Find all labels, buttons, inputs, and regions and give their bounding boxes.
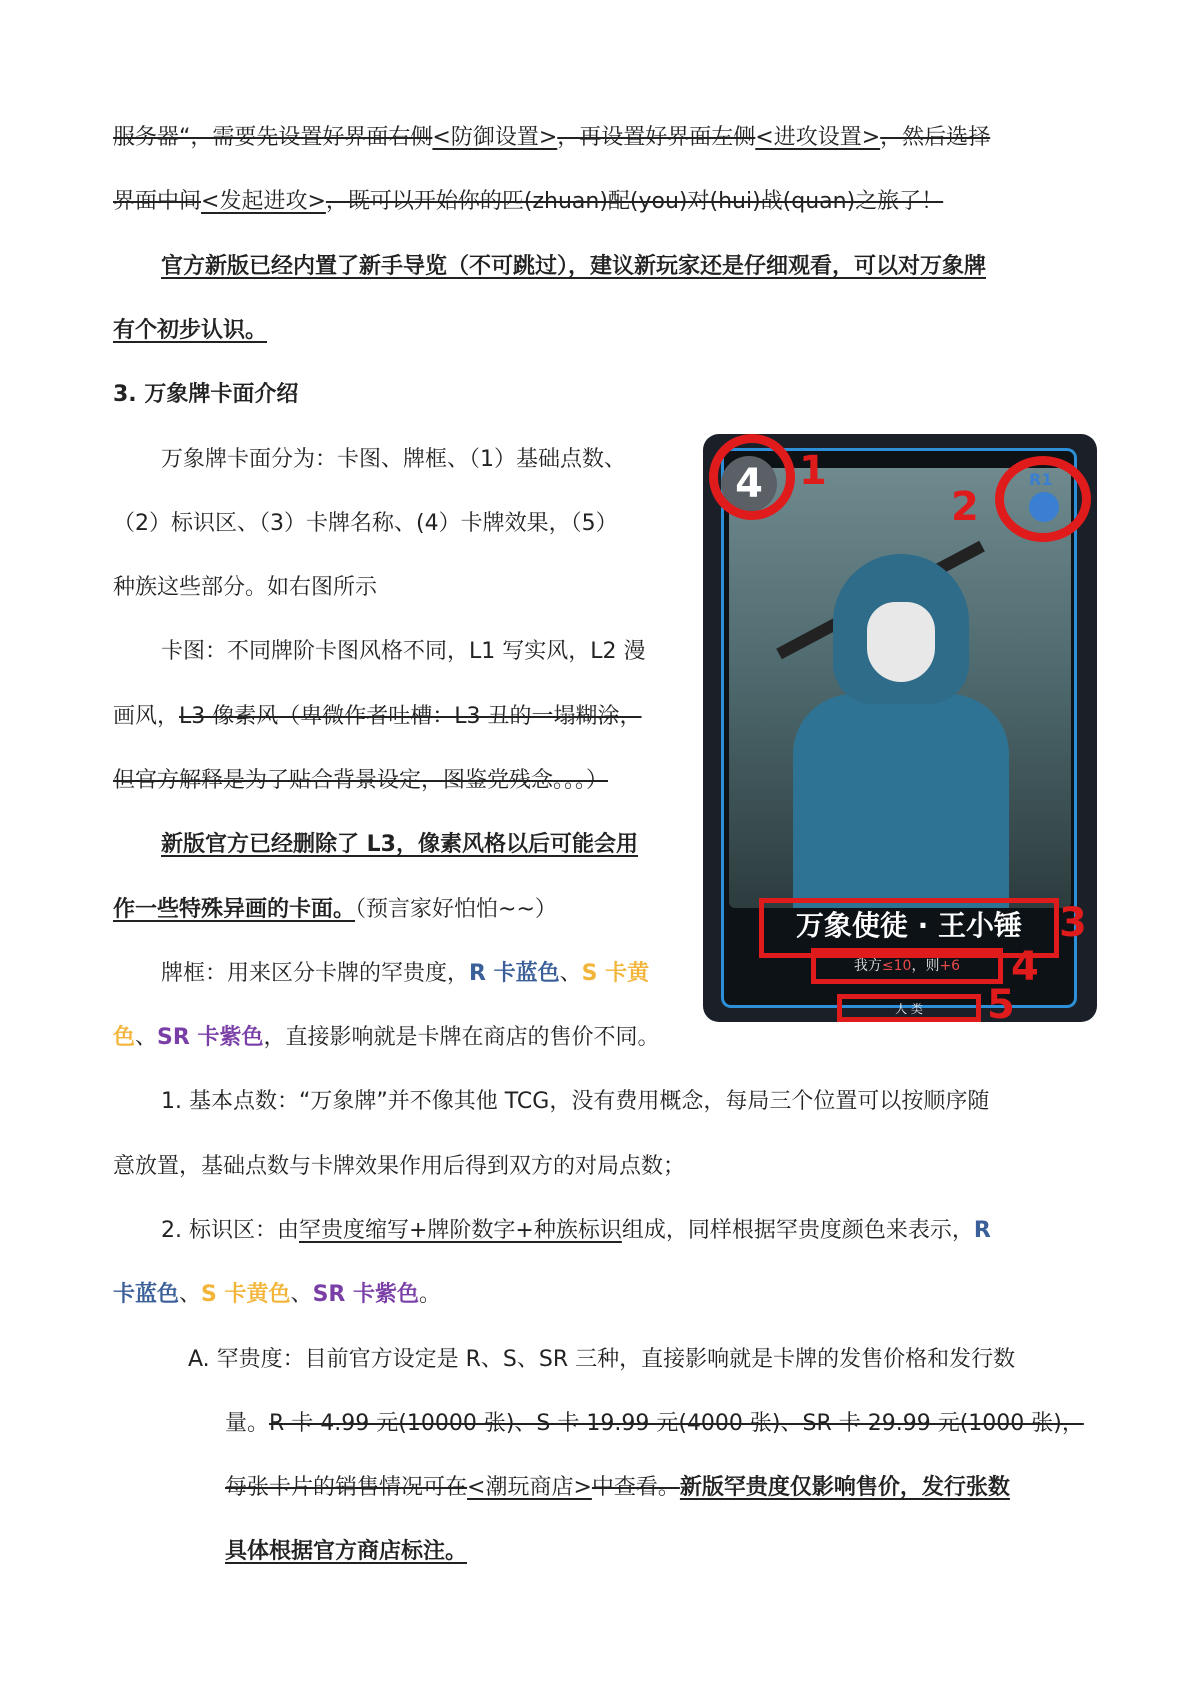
text-span: 罕贵度缩写+牌阶数字+种族标识	[298, 1218, 622, 1243]
rarity-sr-label: SR 卡紫色	[157, 1025, 264, 1050]
art-line	[113, 761, 695, 801]
text-span: 每张卡片的销售情况可在	[225, 1475, 468, 1500]
callout-label: 1	[799, 448, 827, 494]
text-span: ，直接影响就是卡牌在商店的售价不同。	[263, 1025, 660, 1050]
text-span: 画风，	[113, 704, 180, 729]
sub-list-item	[225, 1468, 1083, 1508]
rarity-r-label: 卡蓝色	[113, 1282, 180, 1307]
highlight-circle	[995, 456, 1091, 542]
text-span: L3 像素风（卑微作者吐槽：L3 丑的一塌糊涂，	[179, 704, 642, 729]
callout-label: 4	[1011, 944, 1039, 990]
intro-line: 万象牌卡面分为：卡图、牌框、（1）基础点数、	[161, 447, 626, 472]
text-span: （预言家好怕怕~~）	[355, 897, 557, 922]
text-span: 新版官方已经删除了 L3，像素风格以后可能会用	[161, 832, 638, 857]
text-span: 新版罕贵度仅影响售价，发行张数	[679, 1475, 1010, 1500]
art-line	[113, 697, 695, 737]
text-span: 、	[290, 1282, 313, 1307]
new-note-line	[113, 825, 695, 865]
text-span: 但官方解释是为了贴合背景设定，图鉴党残念。。。）	[113, 768, 609, 793]
section-heading: 3. 万象牌卡面介绍	[113, 382, 299, 407]
text-span: ，既可以开始你的匹(zhuan)配(you)对(hui)战(quan)之旅了！	[325, 189, 944, 214]
link-attack-setting[interactable]: <进攻设置>	[755, 125, 881, 150]
frame-line	[113, 1018, 1083, 1058]
list-item	[113, 1211, 1083, 1251]
list-item: 1. 基本点数：“万象牌”并不像其他 TCG，没有费用概念，每局三个位置可以按顺序随	[161, 1089, 990, 1114]
text-span: 、	[179, 1282, 202, 1307]
intro-line: 种族这些部分。如右图所示	[113, 575, 378, 600]
base-points: 4	[721, 456, 777, 512]
text-span: 2. 标识区：由	[161, 1218, 299, 1243]
rarity-r-label: R	[973, 1218, 991, 1243]
text-span: ≤10	[881, 958, 912, 974]
card-race: 人 类	[895, 1002, 923, 1016]
sub-list-item	[225, 1532, 1083, 1572]
text-span: 中查看。	[591, 1475, 680, 1500]
rarity-tag: R1	[1029, 470, 1053, 489]
guide-note-line	[113, 247, 1083, 287]
callout-label: 3	[1059, 900, 1087, 946]
link-start-attack[interactable]: <发起进攻>	[201, 189, 326, 214]
art-line: 卡图：不同牌阶卡图风格不同，L1 写实风，L2 漫	[161, 639, 646, 664]
text-span: 牌框：用来区分卡牌的罕贵度，	[161, 961, 470, 986]
text-span: 、	[135, 1025, 158, 1050]
highlight-circle	[709, 434, 795, 520]
text-span: +6	[939, 958, 961, 974]
callout-label: 5	[987, 982, 1015, 1022]
text-span: ，则	[911, 958, 940, 974]
rarity-s-label: 色	[113, 1025, 136, 1050]
text-span: 组成，同样根据罕贵度颜色来表示，	[621, 1218, 974, 1243]
rarity-s-label: S 卡黄	[581, 961, 650, 986]
text-span: 。	[419, 1282, 442, 1307]
card-name: 万象使徒 · 王小锤	[795, 909, 1023, 942]
text-span: 官方新版已经内置了新手导览（不可跳过），建议新玩家还是仔细观看，可以对万象牌	[161, 254, 987, 279]
link-trend-shop[interactable]: <潮玩商店>	[467, 1475, 592, 1500]
card-effect	[821, 953, 993, 979]
text-span: ，然后选择	[880, 125, 991, 150]
list-item	[113, 1275, 1083, 1315]
callout-label: 2	[951, 484, 979, 530]
text-span: 我方	[853, 958, 882, 974]
rarity-sr-label: SR 卡紫色	[312, 1282, 420, 1307]
new-note-line	[113, 890, 695, 930]
link-defense-setting[interactable]: <防御设置>	[432, 125, 558, 150]
guide-note-line	[113, 311, 1083, 351]
para-line	[113, 118, 1083, 158]
text-span: R 卡 4.99 元(10000 张)、S 卡 19.99 元(4000 张)、SR 卡 29.99 元(1000 张)，	[269, 1411, 1084, 1436]
rarity-s-label: S 卡黄色	[201, 1282, 291, 1307]
text-span: 界面中间	[113, 189, 202, 214]
text-span: 服务器“，需要先设置好界面右侧	[113, 125, 433, 150]
sub-list-item: A. 罕贵度：目前官方设定是 R、S、SR 三种，直接影响就是卡牌的发售价格和发行数	[188, 1347, 1016, 1372]
intro-line: （2）标识区、（3）卡牌名称、(4）卡牌效果，（5）	[113, 511, 618, 536]
sub-list-item	[225, 1404, 1083, 1444]
para-line	[113, 182, 1083, 222]
text-span: ，再设置好界面左侧	[557, 125, 756, 150]
frame-line	[113, 954, 695, 994]
rarity-r-label: R 卡蓝色	[469, 961, 560, 986]
text-span: 、	[559, 961, 582, 986]
card-illustration	[703, 434, 1097, 1022]
text-span: 具体根据官方商店标注。	[225, 1539, 468, 1564]
list-item: 意放置，基础点数与卡牌效果作用后得到双方的对局点数；	[113, 1154, 686, 1179]
text-span: 有个初步认识。	[113, 318, 268, 343]
figure-body	[793, 694, 1009, 908]
text-span: 作一些特殊异画的卡面。	[113, 897, 356, 922]
mask-icon	[867, 602, 935, 682]
text-span: 量。	[225, 1411, 270, 1436]
